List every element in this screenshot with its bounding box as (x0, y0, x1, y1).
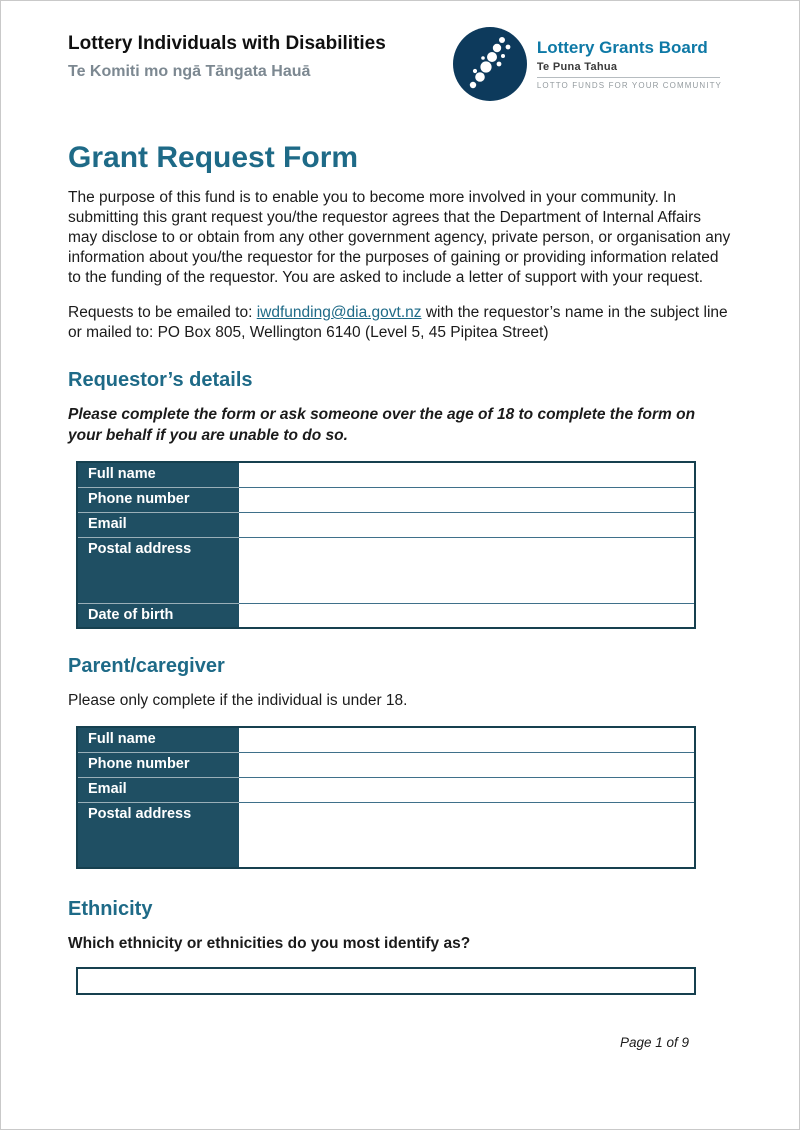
requestor-postal-address-field[interactable] (239, 537, 695, 603)
table-row (77, 802, 695, 868)
field-label-postal-address: Postal address (77, 802, 239, 868)
lotto-dots-icon (453, 27, 527, 101)
field-label-postal-address: Postal address (77, 537, 239, 603)
parent-full-name-field[interactable] (239, 727, 695, 752)
requestor-date-of-birth-field[interactable] (239, 603, 695, 628)
parent-caregiver-table (76, 726, 696, 869)
field-label-full-name: Full name (77, 727, 239, 752)
fund-title: Lottery Individuals with Disabilities (68, 33, 386, 54)
section-heading-ethnicity: Ethnicity (68, 898, 153, 920)
field-label-phone-number: Phone number (77, 487, 239, 512)
page-title: Grant Request Form (68, 141, 359, 174)
logo-tagline: LOTTO FUNDS FOR YOUR COMMUNITY (536, 81, 722, 90)
table-row (77, 537, 695, 603)
header-titles (68, 27, 386, 81)
ethnicity-question: Which ethnicity or ethnicities do you most identify as? (68, 935, 471, 952)
submission-paragraph (68, 303, 732, 343)
logo-maori-name: Te Puna Tahua (536, 61, 618, 73)
fund-title-maori: Te Komiti mo ngā Tāngata Hauā (68, 63, 311, 80)
section-heading-parent: Parent/caregiver (68, 655, 225, 677)
field-label-date-of-birth: Date of birth (77, 603, 239, 628)
page-number: Page 1 of 9 (619, 1035, 689, 1050)
email-text-before: Requests to be emailed to: (68, 304, 257, 321)
table-row (77, 603, 695, 628)
table-row (77, 487, 695, 512)
table-row (77, 752, 695, 777)
field-label-email: Email (77, 512, 239, 537)
ethnicity-field[interactable] (76, 967, 696, 995)
table-row (77, 512, 695, 537)
table-row (77, 462, 695, 487)
logo-divider (537, 77, 720, 78)
parent-phone-number-field[interactable] (239, 752, 695, 777)
requestor-phone-number-field[interactable] (239, 487, 695, 512)
lottery-grants-board-logo (453, 27, 722, 101)
parent-email-field[interactable] (239, 777, 695, 802)
field-label-phone-number: Phone number (77, 752, 239, 777)
parent-note: Please only complete if the individual is under 18. (68, 692, 408, 709)
document-header (68, 27, 732, 101)
field-label-email: Email (77, 777, 239, 802)
parent-postal-address-field[interactable] (239, 802, 695, 868)
requestor-details-table (76, 461, 696, 629)
requestor-email-field[interactable] (239, 512, 695, 537)
table-row (77, 727, 695, 752)
email-text-after: with the requestor’s name in the subject line or mailed to: PO Box 805, Wellington 6140 (Level 5, 45 Pipitea Street) (68, 304, 728, 341)
section-heading-requestor: Requestor’s details (68, 369, 253, 391)
field-label-full-name: Full name (77, 462, 239, 487)
logo-wordmark (537, 38, 722, 90)
requestor-note: Please complete the form or ask someone over the age of 18 to complete the form on your behalf if you are unable to do so. (68, 406, 696, 444)
logo-org-name: Lottery Grants Board (536, 38, 708, 57)
requestor-full-name-field[interactable] (239, 462, 695, 487)
funding-email-link[interactable]: iwdfunding@dia.govt.nz (256, 304, 422, 321)
table-row (77, 777, 695, 802)
purpose-paragraph: The purpose of this fund is to enable you to become more involved in your community. In submitting this grant request you/the requestor agrees that the Department of Internal Affairs may disclose to or obtain from any other government agency, private person, or organisation any information about you/the requestor for the purposes of gaining or providing information related to the funding of the requestor. You are asked to include a letter of support with your request. (68, 189, 731, 286)
